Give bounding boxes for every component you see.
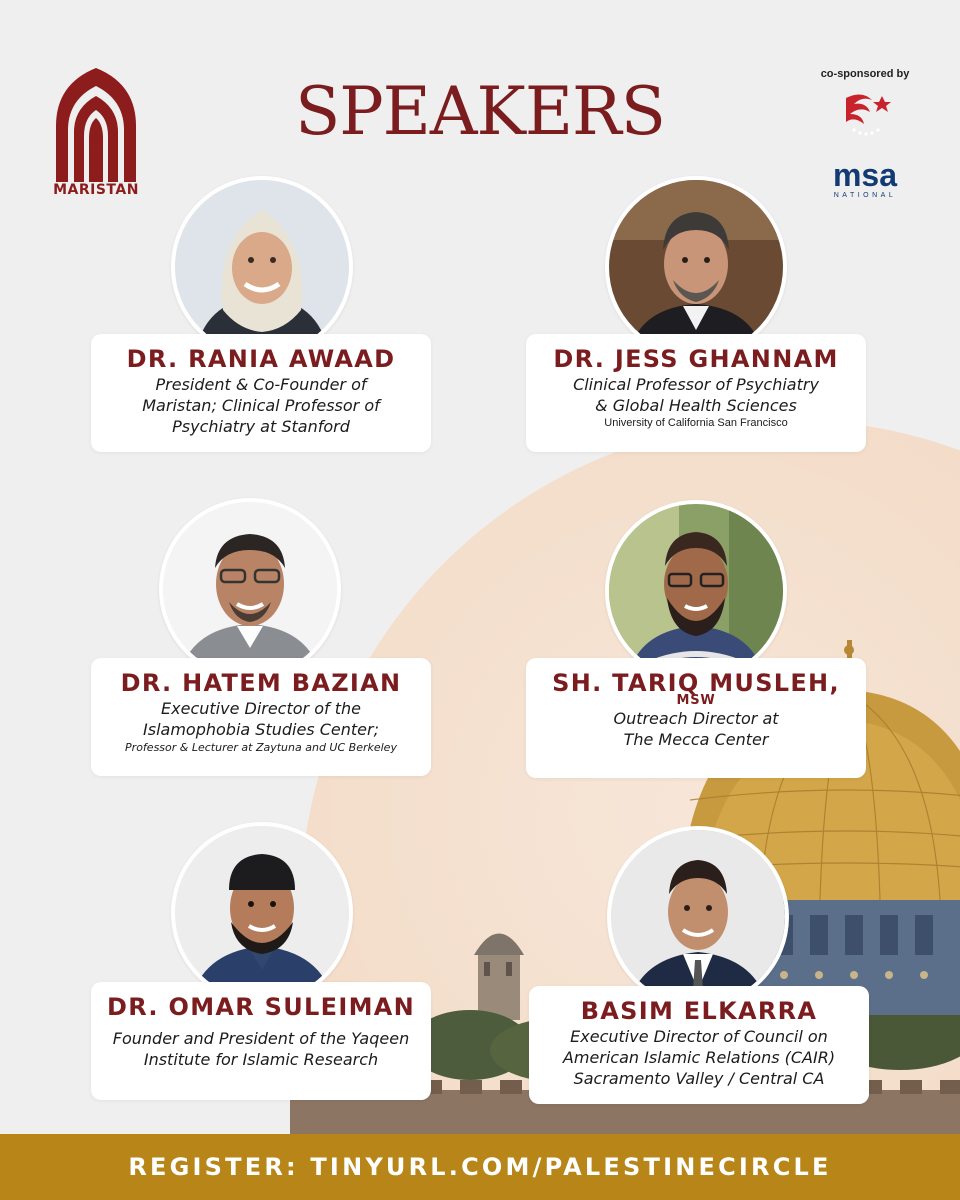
maristan-wordmark: MARISTAN bbox=[53, 182, 139, 198]
speaker-name: SH. TARIQ MUSLEH, bbox=[552, 669, 840, 697]
speaker-photo-rania-awaad bbox=[171, 176, 353, 358]
speaker-role-line: Founder and President of the Yaqeen bbox=[112, 1029, 410, 1048]
page-title: SPEAKERS bbox=[295, 73, 665, 150]
speaker-affiliation: Professor & Lecturer at Zaytuna and UC Berkeley bbox=[125, 741, 397, 754]
maristan-logo bbox=[50, 64, 142, 200]
cosponsor-label: co-sponsored by bbox=[820, 68, 910, 80]
cosponsor-emblem-logo bbox=[832, 86, 900, 146]
speaker-name: DR. HATEM BAZIAN bbox=[120, 669, 402, 697]
speaker-role-line: President & Co-Founder of bbox=[155, 375, 367, 394]
speaker-photo-omar-suleiman bbox=[171, 822, 353, 1004]
speaker-name: DR. RANIA AWAAD bbox=[126, 345, 396, 373]
msa-subtitle: NATIONAL bbox=[833, 192, 897, 199]
speaker-photo-hatem-bazian bbox=[159, 498, 341, 680]
speaker-role-line: Executive Director of Council on bbox=[570, 1027, 828, 1046]
speaker-card-omar-suleiman bbox=[91, 982, 431, 1100]
speaker-card-basim-elkarra bbox=[529, 986, 869, 1104]
speaker-role-line: Institute for Islamic Research bbox=[143, 1050, 379, 1069]
speaker-role-line: Clinical Professor of Psychiatry bbox=[573, 375, 819, 394]
speaker-card-rania-awaad bbox=[91, 334, 431, 452]
speaker-role-line: Maristan; Clinical Professor of bbox=[142, 396, 380, 415]
register-banner bbox=[0, 1134, 960, 1200]
speaker-card-tariq-musleh bbox=[526, 658, 866, 778]
speaker-role-line: & Global Health Sciences bbox=[595, 396, 797, 415]
speaker-name: DR. OMAR SULEIMAN bbox=[106, 993, 416, 1021]
speaker-card-jess-ghannam bbox=[526, 334, 866, 452]
speaker-role-line: Psychiatry at Stanford bbox=[172, 417, 350, 436]
speaker-card-hatem-bazian bbox=[91, 658, 431, 776]
speaker-name: BASIM ELKARRA bbox=[580, 997, 818, 1025]
speaker-photo-tariq-musleh bbox=[605, 500, 787, 682]
register-link[interactable]: REGISTER: TINYURL.COM/PALESTINECIRCLE bbox=[128, 1153, 832, 1181]
speaker-photo-jess-ghannam bbox=[605, 176, 787, 358]
speaker-role-line: Executive Director of the bbox=[161, 699, 361, 718]
speaker-name: DR. JESS GHANNAM bbox=[553, 345, 839, 373]
speaker-credential: MSW bbox=[676, 693, 716, 708]
speaker-role-line: American Islamic Relations (CAIR) bbox=[562, 1048, 836, 1067]
speaker-role-line: The Mecca Center bbox=[623, 730, 769, 749]
speaker-role-line: Outreach Director at bbox=[613, 709, 779, 728]
speaker-role-line: Islamophobia Studies Center; bbox=[143, 720, 379, 739]
speaker-role-line: Sacramento Valley / Central CA bbox=[573, 1069, 825, 1088]
speaker-affiliation: University of California San Francisco bbox=[604, 417, 788, 429]
speaker-photo-basim-elkarra bbox=[607, 826, 789, 1008]
msa-logo: msa bbox=[832, 157, 898, 193]
